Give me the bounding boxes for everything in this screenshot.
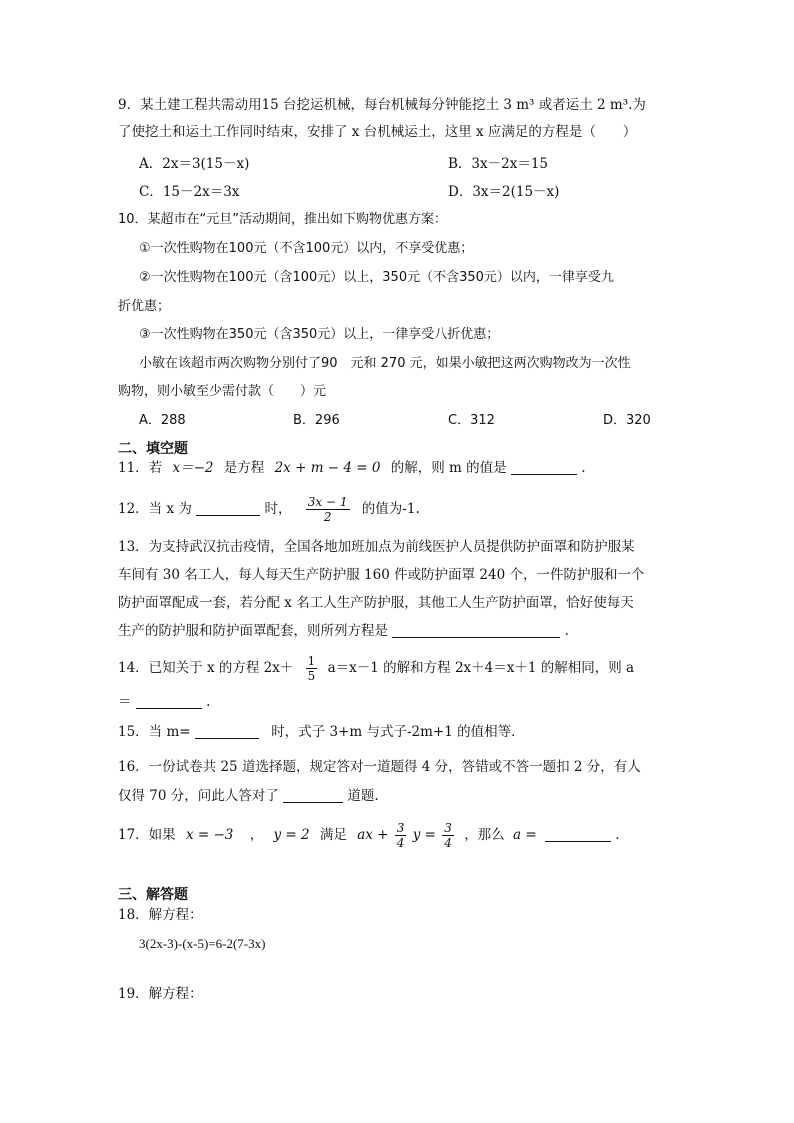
q16-line-2 — [118, 787, 379, 805]
q18-equation: 3(2x-3)-(x-5)=6-2(7-3x) — [139, 936, 266, 951]
q12-fraction-numerator: 3x − 1 — [307, 495, 348, 509]
q12-fraction-denominator: 2 — [323, 510, 332, 524]
q19-title: 19．解方程： — [118, 986, 203, 1002]
q17-ask: a = — [512, 827, 537, 843]
section-heading-solve: 三、解答题 — [118, 887, 188, 903]
q17-condition-y: y = 2 — [273, 827, 310, 843]
q16-line-1: 16．一份试卷共 25 道选择题，规定答对一道题得 4 分，答错或不答一题扣 2 分，有人 — [118, 759, 641, 775]
q14-suffix: a＝x－1 的解和方程 2x＋4＝x＋1 的解相同，则 a — [327, 660, 635, 676]
q11-suffix: 的解，则 m 的值是 — [390, 460, 507, 476]
q11-line — [118, 459, 586, 477]
q11-mid: 是方程 — [223, 460, 265, 476]
q13-line-2: 车间有 30 名工人，每人每天生产防护服 160 件或防护面罩 240 个，一件防护服和一个 — [118, 567, 645, 583]
q17-answer-blank[interactable] — [545, 827, 611, 842]
q13-line-3: 防护面罩配成一套，若分配 x 名工人生产防护服，其他工人生产防护面罩，恰好使每天 — [118, 595, 634, 611]
q9-option-b: B．3x－2x＝15 — [448, 156, 549, 172]
q10-line-4: 折优惠； — [118, 299, 171, 314]
q12-fraction — [306, 495, 350, 524]
q12-suffix: 的值为-1. — [361, 501, 420, 517]
q9-option-c: C．15－2x＝3x — [139, 184, 240, 200]
q10-option-c: C．312 — [448, 413, 495, 428]
q9-option-d: D．3x＝2(15－x) — [448, 184, 560, 200]
q17-rhs-fraction — [442, 821, 454, 850]
q17-rhs-fraction-denominator: 4 — [444, 836, 452, 850]
q11-equation: 2x + m − 4 = 0 — [274, 460, 381, 476]
q10-line-3: ②一次性购物在100元（含100元）以上，350元（不含350元）以内，一律享受九 — [139, 270, 614, 285]
q15-suffix: 时，式子 3+m 与式子-2m+1 的值相等． — [271, 724, 525, 740]
q11-prefix: 11．若 — [118, 460, 163, 476]
q14-fraction-denominator: 5 — [307, 669, 316, 683]
q14-answer-blank[interactable] — [136, 694, 202, 709]
q13-end: . — [564, 623, 569, 639]
q17-lhs-fraction — [395, 821, 407, 850]
q10-option-d: D．320 — [603, 413, 651, 428]
q17-line — [118, 818, 620, 852]
q17-end: . — [615, 827, 620, 843]
q12-prefix: 12．当 x 为 — [118, 501, 192, 517]
q17-then: ，那么 — [464, 827, 505, 843]
q13-line-1: 13．为支持武汉抗击疫情，全国各地加班加点为前线医护人员提供防护面罩和防护服某 — [118, 539, 635, 555]
q10-option-b: B．296 — [293, 413, 340, 428]
q12-mid: 时， — [264, 501, 292, 517]
q14-fraction — [306, 654, 318, 683]
q10-line-5: ③一次性购物在350元（含350元）以上，一律享受八折优惠； — [139, 327, 500, 342]
q9-line-1: 9．某土建工程共需动用15 台挖运机械，每台机械每分钟能挖土 3 m³ 或者运土 2 m³.为 — [118, 97, 646, 113]
q15-line — [118, 723, 525, 741]
q14-end: . — [206, 694, 211, 710]
q14-prefix: 14．已知关于 x 的方程 2x＋ — [118, 660, 294, 676]
q11-equation-x: x＝−2 — [172, 460, 214, 476]
q17-lhs-part-2: y = — [412, 827, 436, 843]
q10-line-1: 10．某超市在“元旦”活动期间，推出如下购物优惠方案： — [118, 212, 448, 227]
q16-line-2-prefix: 仅得 70 分，问此人答对了 — [118, 788, 279, 804]
q14-line-2-eq: ＝ — [118, 694, 132, 710]
q12-line — [118, 494, 420, 524]
q10-line-7: 购物，则小敏至少需付款（ ）元 — [118, 384, 327, 399]
q18-title: 18．解方程： — [118, 907, 203, 923]
q17-rhs-fraction-numerator: 3 — [444, 821, 452, 835]
q17-comma: ， — [249, 827, 264, 843]
q11-end: . — [581, 460, 586, 476]
q14-line-2 — [118, 693, 210, 711]
q15-answer-blank[interactable] — [195, 724, 259, 739]
q14-fraction-numerator: 1 — [307, 654, 316, 668]
q12-answer-blank[interactable] — [196, 501, 260, 516]
q10-line-2: ①一次性购物在100元（不含100元）以内，不享受优惠； — [139, 241, 474, 256]
q15-prefix: 15．当 m= — [118, 724, 191, 740]
q17-condition-x: x = −3 — [185, 827, 234, 843]
q16-answer-blank[interactable] — [283, 788, 343, 803]
q11-answer-blank[interactable] — [511, 460, 577, 475]
q9-option-a: A．2x＝3(15－x) — [139, 156, 250, 172]
q16-line-2-suffix: 道题. — [347, 788, 379, 804]
section-heading-fill-in: 二、填空题 — [118, 441, 188, 457]
q14-line-1 — [118, 653, 634, 683]
q13-answer-blank[interactable] — [392, 623, 560, 638]
q17-prefix: 17．如果 — [118, 827, 176, 843]
q13-line-4 — [118, 622, 569, 640]
q17-mid: 满足 — [319, 827, 347, 843]
q17-lhs-fraction-numerator: 3 — [396, 821, 405, 835]
q10-line-6: 小敏在该超市两次购物分别付了90 元和 270 元，如果小敏把这两次购物改为一次性 — [139, 356, 631, 371]
q10-option-a: A．288 — [139, 413, 186, 428]
q17-lhs-part-1: ax + — [357, 827, 389, 843]
q17-lhs-fraction-denominator: 4 — [396, 836, 405, 850]
q9-line-2: 了使挖土和运土工作同时结束，安排了 x 台机械运土，这里 x 应满足的方程是（ ） — [118, 124, 637, 140]
q13-line-4-text: 生产的防护服和防护面罩配套，则所列方程是 — [118, 623, 388, 639]
